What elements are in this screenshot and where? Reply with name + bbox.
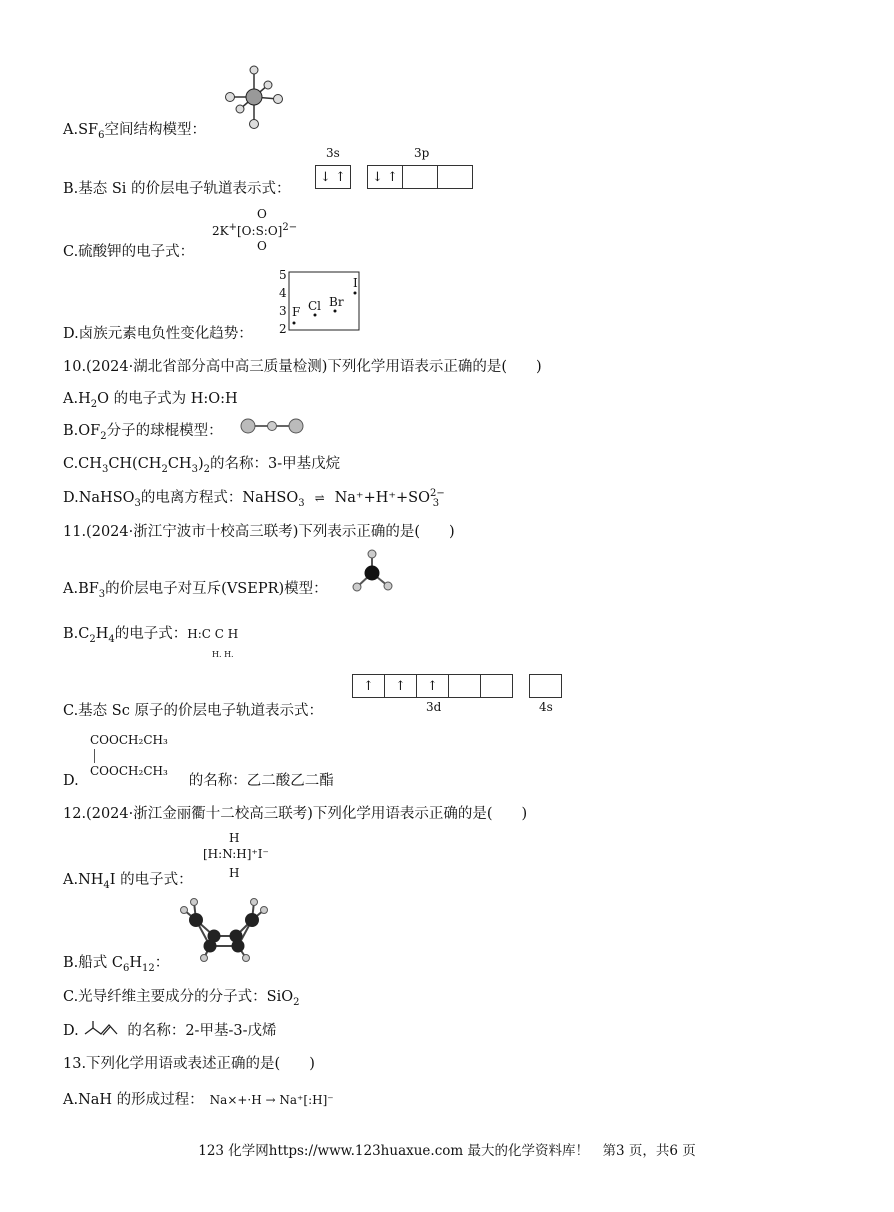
nh4-h-top: H <box>229 831 240 845</box>
boat-cyclohexane-model <box>174 896 274 964</box>
q10-option-d: D.NaHSO$_3$的电离方程式：NaHSO$_3$ ⇌ $Na^++H^++SO^{2-}_3$ <box>63 488 445 509</box>
option-halogen: D.卤族元素电负性变化趋势： <box>63 326 253 342</box>
c2h4-electron-formula: H:C C H <box>187 627 239 641</box>
ester-top-group: COOCH₂CH₃ <box>90 733 168 747</box>
nh4-h-bottom: H <box>229 866 240 880</box>
skeletal-formula-icon <box>83 1020 127 1038</box>
label-3p: 3p <box>414 146 430 160</box>
sf6-ball-stick-model <box>222 64 286 132</box>
nah-formation-formula: Na×+·H → Na⁺[:H]⁻ <box>209 1093 334 1107</box>
point-label-i: I <box>353 276 358 290</box>
bf3-vsepr-model <box>352 549 396 593</box>
q12-option-d: D. 的名称：2-甲基-3-戊烯 <box>63 1019 276 1040</box>
question-12: 12.(2024·浙江金丽衢十二校高三联考)下列化学用语表示正确的是( ) <box>63 806 528 822</box>
label-4s: 4s <box>539 700 553 714</box>
oxygen-top: O <box>257 207 267 221</box>
option-k2so4: C.硫酸钾的电子式： <box>63 244 195 260</box>
ester-bond <box>94 749 95 763</box>
ester-bottom-group: COOCH₂CH₃ <box>90 764 168 778</box>
question-10: 10.(2024·湖北省部分高中高三质量检测)下列化学用语表示正确的是( ) <box>63 359 542 375</box>
oxygen-bottom: O <box>257 239 267 253</box>
q11-option-b: $B.C_2H_4$的电子式：H:C C H <box>63 626 239 645</box>
c2h4-lower-hydrogens: H. H. <box>212 650 234 659</box>
q12-option-b: B.船式 $C_6H_{12}$： <box>63 955 170 974</box>
halogen-trend-plot <box>279 266 361 334</box>
ytick-2: 2 <box>279 322 287 336</box>
point-label-br: Br <box>329 295 344 309</box>
label-3d: 3d <box>426 700 442 714</box>
sc-3d-orbitals: ↑ ↑ ↑ <box>353 674 513 698</box>
q12-option-a: $A.NH_4I$ 的电子式： <box>63 872 193 891</box>
question-11: 11.(2024·浙江宁波市十校高三联考)下列表示正确的是( ) <box>63 524 455 540</box>
nh4i-formula: [H:N:H]⁺I⁻ <box>203 847 269 861</box>
k2so4-formula: 2K+[O:S:O]$^{2-}$ <box>212 222 298 238</box>
q11-option-c: C.基态 Sc 原子的价层电子轨道表示式： <box>63 703 323 719</box>
question-13: 13.下列化学用语或表述正确的是( ) <box>63 1056 315 1072</box>
ytick-4: 4 <box>279 286 287 300</box>
sc-4s-orbital <box>530 674 562 698</box>
q12-option-c: C.光导纤维主要成分的分子式：SiO$_2$ <box>63 989 300 1008</box>
reversible-arrow-icon: ⇌ <box>314 491 325 505</box>
page-footer: 123 化学网https://www.123huaxue.com 最大的化学资料库！ 第3 页，共6 页 <box>198 1143 696 1159</box>
label-3s: 3s <box>326 146 340 160</box>
option-sf6: $A.SF_6$空间结构模型： <box>63 122 206 141</box>
si-3s-orbital: ↓ ↑ <box>316 165 351 189</box>
si-3p-orbitals: ↓ ↑ <box>368 165 473 189</box>
option-si-orbital: B.基态 Si 的价层电子轨道表示式： <box>63 181 291 197</box>
ytick-3: 3 <box>279 304 287 318</box>
point-label-f: F <box>292 305 301 319</box>
q11-option-a: $A.BF_3$的价层电子对互斥(VSEPR)模型： <box>63 581 328 600</box>
q10-option-c: $C.CH_3CH(CH_2CH_3)_2$的名称：3-甲基戊烷 <box>63 456 341 475</box>
ytick-5: 5 <box>279 268 287 282</box>
point-label-cl: Cl <box>308 299 322 313</box>
q13-option-a: A.NaH 的形成过程： Na×+·H → Na⁺[:H]⁻ <box>63 1092 334 1108</box>
q10-option-b: $B.OF_2$分子的球棍模型： <box>63 423 223 442</box>
of2-ball-stick-model <box>240 417 304 435</box>
q11-option-d: D. 的名称：乙二酸乙二酯 <box>63 773 334 789</box>
q10-option-a: $A.H_2O$ 的电子式为 H:O:H <box>63 391 238 410</box>
